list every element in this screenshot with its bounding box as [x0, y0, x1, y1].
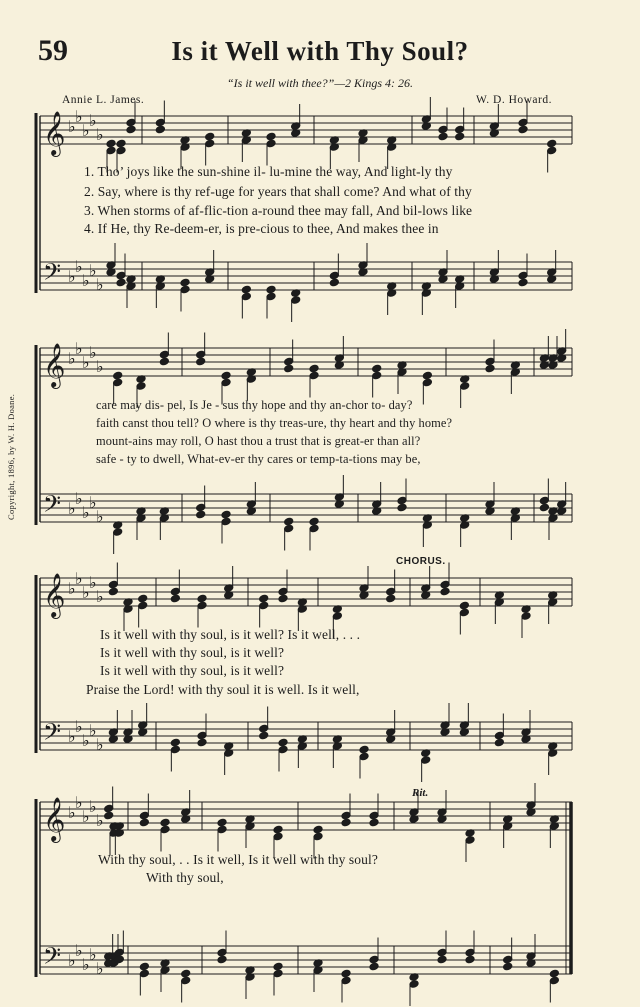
chorus-label: CHORUS.: [396, 556, 446, 567]
system-2-key-signature: ♭: [68, 499, 76, 518]
system-1-treble-notehead: [155, 118, 165, 127]
system-2-treble-notehead: [159, 350, 169, 359]
system-1-key-signature: ♭: [96, 275, 104, 294]
system-1-key-signature: ♭: [75, 107, 83, 126]
system-1-treble-notehead: [438, 125, 448, 134]
system-4-bass-notehead: [549, 976, 559, 985]
system-3-bass-notehead: [197, 731, 207, 740]
system-4-bass-notehead: [181, 976, 191, 985]
system-3-treble-notehead: [108, 580, 118, 589]
system-1-treble-notehead: [518, 125, 528, 134]
system-2-bass-notehead: [284, 524, 294, 533]
system-1-key-signature: ♭: [82, 271, 90, 290]
system-3-bass-notehead: [494, 731, 504, 740]
system-1-treble-notehead: [438, 132, 448, 141]
verse-1-line-2: care may dis- pel, Is Je - sus thy hope and thy an-chor to- day?: [96, 398, 413, 412]
system-2-key-signature: ♭: [89, 493, 97, 512]
chorus-3-line-1: Is it well with thy soul, is it well?: [100, 663, 285, 678]
system-4-bass-notehead: [503, 962, 513, 971]
system-1-treble-clef: 𝄞: [43, 111, 66, 155]
system-4-treble-notehead: [341, 811, 351, 820]
system-1-treble-notehead: [116, 146, 126, 155]
system-4-key-signature: ♭: [75, 941, 83, 960]
system-3-key-signature: ♭: [68, 727, 76, 746]
system-4-key-signature: ♭: [96, 811, 104, 830]
system-1-bass-notehead: [329, 271, 339, 280]
system-2-treble-notehead: [159, 357, 169, 366]
system-4-bass-notehead: [465, 955, 475, 964]
system-1-bass-notehead: [518, 271, 528, 280]
system-1-bass-notehead: [116, 271, 126, 280]
chorus-line-2-upper: With thy soul, . . Is it well, Is it well with thy soul?: [98, 852, 378, 867]
system-3-bass-notehead: [421, 756, 431, 765]
system-3-treble-notehead: [108, 587, 118, 596]
system-2-bass-notehead: [309, 524, 319, 533]
system-2-treble-notehead: [136, 382, 146, 391]
system-1-treble-notehead: [106, 146, 116, 155]
system-2-bass-notehead: [284, 517, 294, 526]
system-1-bass-notehead: [180, 278, 190, 287]
system-4-key-signature: ♭: [82, 955, 90, 974]
system-4-key-signature: ♭: [82, 807, 90, 826]
system-1-key-signature: ♭: [68, 267, 76, 286]
system-2-treble-notehead: [284, 364, 294, 373]
verse-3-line-2: mount-ains may roll, O hast thou a trust that is great-er than all?: [96, 434, 421, 448]
system-4-bass-notehead: [437, 948, 447, 957]
chorus-2-line-1: Is it well with thy soul, is it well?: [100, 645, 285, 660]
system-4-bass-notehead: [437, 955, 447, 964]
system-3-bass-notehead: [359, 745, 369, 754]
system-2-key-signature: ♭: [75, 339, 83, 358]
system-4-bass-notehead: [549, 969, 559, 978]
system-4-bass-notehead: [369, 962, 379, 971]
system-3-key-signature: ♭: [68, 579, 76, 598]
system-3-treble-notehead: [197, 594, 207, 603]
system-4-treble-notehead: [273, 832, 283, 841]
system-3-treble-notehead: [170, 587, 180, 596]
system-4-bass-notehead: [409, 980, 419, 989]
system-4-bass-notehead: [114, 948, 124, 957]
system-4-bass-notehead: [341, 976, 351, 985]
system-2-bass-clef: 𝄢: [43, 490, 62, 523]
system-2-bass-notehead: [309, 517, 319, 526]
system-4-treble-notehead: [160, 818, 170, 827]
system-2-treble-notehead: [221, 378, 231, 387]
system-3-treble-notehead: [440, 587, 450, 596]
system-2-key-signature: ♭: [75, 489, 83, 508]
system-3-bass-notehead: [494, 738, 504, 747]
system-4-bass-notehead: [181, 969, 191, 978]
system-4-key-signature: ♭: [68, 951, 76, 970]
system-1-bass-notehead: [241, 285, 251, 294]
system-3-treble-notehead: [521, 612, 531, 621]
system-3-key-signature: ♭: [75, 717, 83, 736]
system-3-treble-notehead: [386, 594, 396, 603]
verse-4-line-2: safe - ty to dwell, What-ev-er thy cares or temp-ta-tions may be,: [96, 452, 421, 466]
system-3-key-signature: ♭: [89, 721, 97, 740]
system-4-bass-notehead: [217, 955, 227, 964]
system-2-treble-clef: 𝄞: [43, 343, 66, 387]
system-1-key-signature: ♭: [82, 121, 90, 140]
system-2-treble-notehead: [309, 371, 319, 380]
system-4-treble-notehead: [139, 818, 149, 827]
system-2-bass-notehead: [196, 503, 206, 512]
system-4-treble-notehead: [369, 811, 379, 820]
system-4-key-signature: ♭: [89, 945, 97, 964]
system-3-treble-notehead: [459, 601, 469, 610]
system-3-key-signature: ♭: [82, 731, 90, 750]
system-1-key-signature: ♭: [68, 117, 76, 136]
system-1-treble-notehead: [266, 139, 276, 148]
system-2-bass-notehead: [221, 510, 231, 519]
verse-1-line-1: 1. Tho’ joys like the sun-shine il- lu-mine the way, And light-ly thy: [84, 164, 453, 179]
system-3-bass-notehead: [259, 731, 269, 740]
system-3-key-signature: ♭: [96, 587, 104, 606]
system-4-key-signature: ♭: [96, 959, 104, 978]
system-3-bass-notehead: [170, 745, 180, 754]
system-3-treble-notehead: [278, 594, 288, 603]
system-3-treble-notehead: [138, 601, 148, 610]
system-1-treble-notehead: [126, 118, 136, 127]
system-1-treble-notehead: [547, 139, 557, 148]
system-2-key-signature: ♭: [82, 353, 90, 372]
system-3-key-signature: ♭: [82, 583, 90, 602]
system-3-treble-notehead: [138, 594, 148, 603]
system-4-treble-notehead: [313, 825, 323, 834]
system-1-treble-notehead: [155, 125, 165, 134]
system-2-treble-notehead: [422, 371, 432, 380]
verse-2-line-1: 2. Say, where is thy ref-uge for years that shall come? And what of thy: [84, 184, 472, 199]
system-4-treble-notehead: [217, 825, 227, 834]
system-3-bass-notehead: [197, 738, 207, 747]
system-4-treble-notehead: [369, 818, 379, 827]
system-4-bass-notehead: [217, 948, 227, 957]
system-2-treble-notehead: [196, 350, 206, 359]
system-3-treble-notehead: [278, 587, 288, 596]
system-4-treble-notehead: [160, 825, 170, 834]
system-4-bass-notehead: [273, 962, 283, 971]
verse-4-line-1: 4. If He, thy Re-deem-er, is pre-cious to thee, And makes thee in: [84, 221, 439, 236]
system-1-treble-notehead: [205, 139, 215, 148]
system-1-treble-notehead: [455, 132, 465, 141]
system-1-bass-notehead: [266, 292, 276, 301]
system-1-key-signature: ♭: [89, 111, 97, 130]
verse-2-line-2: faith canst thou tell? O where is thy treas-ure, thy heart and thy home?: [96, 416, 453, 430]
system-3-bass-notehead: [278, 738, 288, 747]
system-3-key-signature: ♭: [75, 569, 83, 588]
system-1-bass-clef: 𝄢: [43, 258, 62, 291]
system-1-bass-notehead: [266, 285, 276, 294]
system-1-treble-notehead: [106, 139, 116, 148]
system-2-treble-notehead: [485, 357, 495, 366]
system-2-treble-notehead: [460, 382, 470, 391]
system-2-key-signature: ♭: [89, 343, 97, 362]
system-4-bass-notehead: [341, 969, 351, 978]
lyricist-credit: Annie L. James.: [62, 94, 145, 106]
system-4-treble-notehead: [104, 811, 114, 820]
system-1-treble-notehead: [547, 146, 557, 155]
system-2-bass-notehead: [397, 496, 407, 505]
system-4-bass-clef: 𝄢: [43, 942, 62, 975]
system-4-treble-notehead: [341, 818, 351, 827]
system-2-treble-notehead: [485, 364, 495, 373]
ritardando-marking: Rit.: [412, 787, 429, 799]
system-1-treble-notehead: [518, 118, 528, 127]
system-2-treble-notehead: [309, 364, 319, 373]
system-4-treble-clef: 𝄞: [43, 797, 66, 841]
system-3-bass-notehead: [359, 752, 369, 761]
system-2-treble-notehead: [372, 364, 382, 373]
system-4-bass-notehead: [139, 962, 149, 971]
system-1-key-signature: ♭: [75, 257, 83, 276]
chorus-4-line-1: Praise the Lord! with thy soul it is well. Is it well,: [86, 682, 360, 697]
system-4-bass-notehead: [465, 948, 475, 957]
system-2-treble-notehead: [422, 378, 432, 387]
system-4-treble-notehead: [273, 825, 283, 834]
system-2-key-signature: ♭: [82, 503, 90, 522]
system-3-key-signature: ♭: [96, 735, 104, 754]
system-1-treble-notehead: [126, 125, 136, 134]
system-3-treble-clef: 𝄞: [43, 573, 66, 617]
verse-3-line-1: 3. When storms of af-flic-tion a-round thee may fall, And bil-lows like: [84, 203, 473, 218]
system-1-treble-notehead: [455, 125, 465, 134]
system-4-bass-notehead: [369, 955, 379, 964]
system-4-key-signature: ♭: [89, 797, 97, 816]
system-1-treble-notehead: [116, 139, 126, 148]
system-1-treble-notehead: [205, 132, 215, 141]
system-1-treble-notehead: [266, 132, 276, 141]
system-4-treble-notehead: [217, 818, 227, 827]
system-1-bass-notehead: [329, 278, 339, 287]
composer-credit: W. D. Howard.: [475, 94, 552, 106]
system-3-treble-notehead: [259, 594, 269, 603]
system-3-bass-notehead: [170, 738, 180, 747]
system-2-bass-notehead: [397, 503, 407, 512]
system-3-treble-notehead: [459, 608, 469, 617]
hymn-number: 59: [38, 34, 68, 67]
system-4-bass-notehead: [503, 955, 513, 964]
system-2-key-signature: ♭: [96, 507, 104, 526]
chorus-1-line-1: Is it well with thy soul, is it well? Is it well, . . .: [100, 627, 361, 642]
system-2-bass-notehead: [221, 517, 231, 526]
chorus-line-2-lower: With thy soul,: [146, 870, 224, 885]
system-3-treble-notehead: [197, 601, 207, 610]
system-2-treble-notehead: [113, 378, 123, 387]
system-2-bass-notehead: [539, 496, 549, 505]
system-4-key-signature: ♭: [75, 793, 83, 812]
system-3-treble-notehead: [440, 580, 450, 589]
system-1-bass-notehead: [291, 296, 301, 305]
system-2-bass-notehead: [196, 510, 206, 519]
system-3-treble-notehead: [332, 612, 342, 621]
system-2-treble-notehead: [221, 371, 231, 380]
system-4-bass-notehead: [139, 969, 149, 978]
system-1-key-signature: ♭: [96, 125, 104, 144]
system-1-bass-notehead: [518, 278, 528, 287]
system-3-treble-notehead: [386, 587, 396, 596]
system-3-bass-clef: 𝄢: [43, 718, 62, 751]
system-3-bass-notehead: [259, 724, 269, 733]
system-3-bass-notehead: [278, 745, 288, 754]
system-3-treble-notehead: [170, 594, 180, 603]
system-4-bass-notehead: [273, 969, 283, 978]
copyright-notice: Copyright, 1896, by W. H. Doane.: [6, 393, 16, 520]
system-4-key-signature: ♭: [68, 803, 76, 822]
system-2-bass-notehead: [539, 503, 549, 512]
system-4-treble-notehead: [465, 836, 475, 845]
scripture-epigraph: “Is it well with thee?”—2 Kings 4: 26.: [226, 76, 413, 90]
system-2-treble-notehead: [113, 371, 123, 380]
system-3-key-signature: ♭: [89, 573, 97, 592]
system-4-treble-notehead: [104, 804, 114, 813]
system-1-bass-notehead: [241, 292, 251, 301]
system-2-treble-notehead: [284, 357, 294, 366]
system-2-treble-notehead: [372, 371, 382, 380]
system-2-key-signature: ♭: [96, 357, 104, 376]
system-1-bass-notehead: [116, 278, 126, 287]
system-4-treble-notehead: [313, 832, 323, 841]
system-3-treble-notehead: [259, 601, 269, 610]
system-1-key-signature: ♭: [89, 261, 97, 280]
system-2-bass-notehead: [113, 528, 123, 537]
system-4-treble-notehead: [139, 811, 149, 820]
system-2-treble-notehead: [196, 357, 206, 366]
system-2-key-signature: ♭: [68, 349, 76, 368]
system-1-bass-notehead: [180, 285, 190, 294]
hymn-title: Is it Well with Thy Soul?: [171, 36, 469, 66]
